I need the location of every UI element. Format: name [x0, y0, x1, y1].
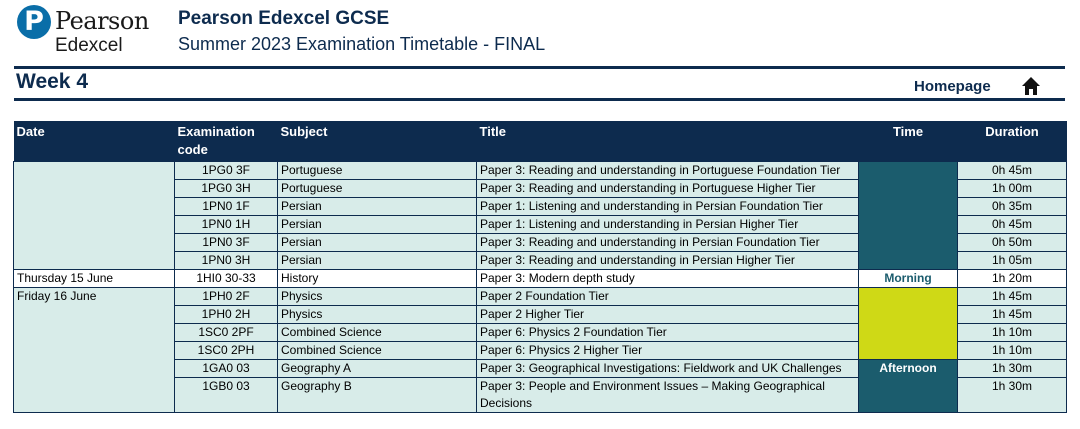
subject-cell: Geography B: [278, 378, 477, 413]
date-cell: [14, 378, 175, 413]
date-cell: [14, 234, 175, 252]
time-cell-morning: Morning: [859, 270, 958, 288]
date-cell: [14, 360, 175, 378]
duration-cell: 1h 10m: [958, 342, 1067, 360]
table-row: [14, 288, 1067, 306]
duration-cell: 1h 45m: [958, 288, 1067, 306]
duration-cell: 1h 30m: [958, 360, 1067, 378]
date-cell: Thursday 15 June: [14, 270, 175, 288]
header-subject: Subject: [278, 121, 477, 162]
subject-cell: History: [278, 270, 477, 288]
header-date: Date: [14, 121, 175, 162]
time-cell-afternoon: Afternoon: [859, 360, 958, 413]
duration-cell: 1h 30m: [958, 378, 1067, 413]
code-cell: 1PH0 2H: [175, 306, 278, 324]
document-subtitle: Summer 2023 Examination Timetable - FINAL: [178, 34, 546, 54]
title-cell: Paper 3: Reading and understanding in Portuguese Foundation Tier: [477, 162, 859, 180]
table-row: [14, 360, 1067, 378]
subject-cell: Geography A: [278, 360, 477, 378]
header-code-line2: code: [177, 142, 208, 157]
date-cell: [14, 162, 175, 180]
title-cell: Paper 6: Physics 2 Foundation Tier: [477, 324, 859, 342]
code-cell: 1GB0 03: [175, 378, 278, 413]
code-cell: 1PN0 3H: [175, 252, 278, 270]
title-cell: Paper 1: Listening and understanding in Persian Foundation Tier: [477, 198, 859, 216]
title-cell: Paper 3: Geographical Investigations: Fieldwork and UK Challenges: [477, 360, 859, 378]
title-cell: Paper 3: People and Environment Issues – Making Geographical Decisions: [477, 378, 859, 413]
duration-cell: 0h 35m: [958, 198, 1067, 216]
subject-cell: Portuguese: [278, 180, 477, 198]
header-code-line1: Examination: [177, 124, 255, 139]
time-cell-afternoon-block: [859, 162, 958, 270]
home-icon[interactable]: [1021, 76, 1041, 96]
bottom-divider: [14, 98, 1065, 101]
code-cell: 1HI0 30-33: [175, 270, 278, 288]
date-cell: [14, 198, 175, 216]
date-cell: [14, 324, 175, 342]
week-heading: Week 4: [16, 70, 88, 93]
date-cell: [14, 306, 175, 324]
title-cell: Paper 3: Reading and understanding in Portuguese Higher Tier: [477, 180, 859, 198]
date-cell: [14, 216, 175, 234]
title-cell: Paper 3: Reading and understanding in Persian Foundation Tier: [477, 234, 859, 252]
date-cell: [14, 180, 175, 198]
logo-word: Pearson: [55, 7, 149, 35]
title-cell: Paper 1: Listening and understanding in Persian Higher Tier: [477, 216, 859, 234]
duration-cell: 0h 50m: [958, 234, 1067, 252]
subject-cell: Physics: [278, 288, 477, 306]
table-row: [14, 162, 1067, 180]
table-header-row: [14, 121, 1067, 162]
code-cell: 1SC0 2PH: [175, 342, 278, 360]
date-cell: [14, 342, 175, 360]
duration-cell: 1h 00m: [958, 180, 1067, 198]
logo-mark-letter: P: [24, 6, 44, 37]
duration-cell: 0h 45m: [958, 216, 1067, 234]
subject-cell: Persian: [278, 198, 477, 216]
title-cell: Paper 3: Reading and understanding in Persian Higher Tier: [477, 252, 859, 270]
duration-cell: 1h 45m: [958, 306, 1067, 324]
subject-cell: Combined Science: [278, 324, 477, 342]
header-title: Title: [477, 121, 859, 162]
pearson-logo: [17, 5, 157, 55]
title-cell: Paper 2 Foundation Tier: [477, 288, 859, 306]
code-cell: 1PH0 2F: [175, 288, 278, 306]
table-row: [14, 270, 1067, 288]
duration-cell: 1h 20m: [958, 270, 1067, 288]
duration-cell: 1h 10m: [958, 324, 1067, 342]
title-cell: Paper 6: Physics 2 Higher Tier: [477, 342, 859, 360]
logo-sub: Edexcel: [55, 35, 123, 56]
date-cell: Friday 16 June: [14, 288, 175, 306]
subject-cell: Portuguese: [278, 162, 477, 180]
duration-cell: 1h 05m: [958, 252, 1067, 270]
code-cell: 1PG0 3H: [175, 180, 278, 198]
code-cell: 1PN0 3F: [175, 234, 278, 252]
code-cell: 1PN0 1H: [175, 216, 278, 234]
subject-cell: Persian: [278, 216, 477, 234]
time-cell-morning-block: [859, 288, 958, 360]
document-title: Pearson Edexcel GCSE: [178, 8, 390, 29]
header-code: [175, 121, 278, 162]
subject-cell: Persian: [278, 234, 477, 252]
title-cell: Paper 2 Higher Tier: [477, 306, 859, 324]
header-time: Time: [859, 121, 958, 162]
date-cell: [14, 252, 175, 270]
code-cell: 1PG0 3F: [175, 162, 278, 180]
homepage-link[interactable]: Homepage: [914, 78, 991, 95]
header-duration: Duration: [958, 121, 1067, 162]
code-cell: 1PN0 1F: [175, 198, 278, 216]
subject-cell: Combined Science: [278, 342, 477, 360]
title-cell: Paper 3: Modern depth study: [477, 270, 859, 288]
subject-cell: Persian: [278, 252, 477, 270]
code-cell: 1GA0 03: [175, 360, 278, 378]
subject-cell: Physics: [278, 306, 477, 324]
code-cell: 1SC0 2PF: [175, 324, 278, 342]
timetable: [13, 121, 1067, 413]
duration-cell: 0h 45m: [958, 162, 1067, 180]
top-divider: [14, 66, 1065, 69]
